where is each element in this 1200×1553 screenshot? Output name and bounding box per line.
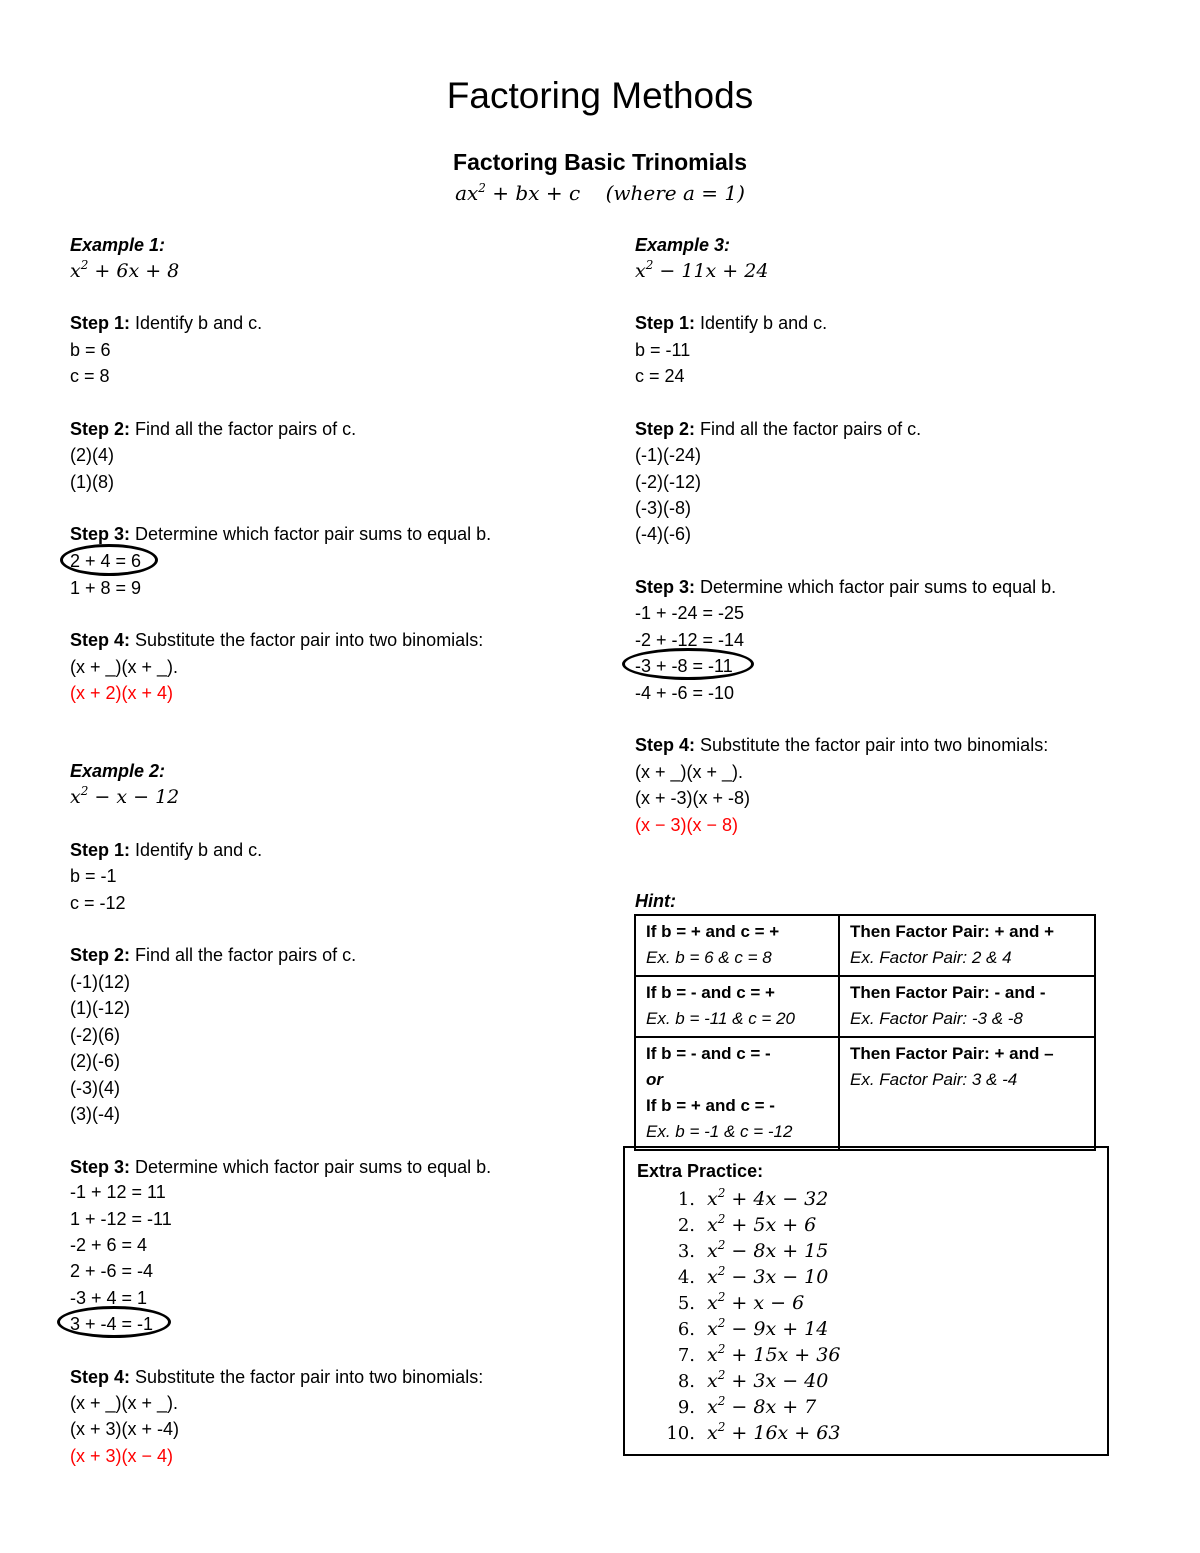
hint-result: Then Factor Pair: - and - Ex. Factor Pair: -3 & -8 bbox=[839, 976, 1095, 1037]
example2-sum: 2 + -6 = -4 bbox=[70, 1261, 154, 1281]
example2-pair: (-2)(6) bbox=[70, 1025, 120, 1045]
example1-pair: (1)(8) bbox=[70, 472, 114, 492]
example2-c-value: c = -12 bbox=[70, 893, 126, 913]
general-form: $ax^2$ + bx + c (where a = 1) bbox=[455, 181, 745, 205]
example3-sum: -1 + -24 = -25 bbox=[635, 603, 745, 623]
example1-label: Example 1: bbox=[70, 235, 166, 255]
example3-c-value: c = 24 bbox=[635, 366, 685, 386]
example1-sum: 1 + 8 = 9 bbox=[70, 578, 142, 598]
example1-answer: (x + 2)(x + 4) bbox=[70, 683, 174, 703]
example3-pair: (-1)(-24) bbox=[635, 445, 701, 465]
example3-sum: -4 + -6 = -10 bbox=[635, 683, 735, 703]
practice-item: 1. $x^2 + 4x - 32$ bbox=[677, 1186, 829, 1210]
hint-condition: If b = - and c = + Ex. b = -11 & c = 20 bbox=[635, 976, 839, 1037]
example3-pair: (-4)(-6) bbox=[635, 524, 691, 544]
example3-step3: Step 3: Determine which factor pair sums to equal b. bbox=[635, 577, 1057, 597]
example2-pair: (2)(-6) bbox=[70, 1051, 120, 1071]
example3-circled-answer bbox=[622, 648, 754, 680]
example3-pair: (-2)(-12) bbox=[635, 472, 701, 492]
example1-expression: $x^2 + 6x + 8$ bbox=[70, 258, 180, 282]
example1-c-value: c = 8 bbox=[70, 366, 110, 386]
example3-b-value: b = -11 bbox=[635, 340, 691, 360]
example1-step3: Step 3: Determine which factor pair sums to equal b. bbox=[70, 524, 492, 544]
example2-pair: (-1)(12) bbox=[70, 972, 131, 992]
example2-step1: Step 1: Identify b and c. bbox=[70, 840, 263, 860]
example2-sum: -2 + 6 = 4 bbox=[70, 1235, 148, 1255]
example3-pair: (-3)(-8) bbox=[635, 498, 691, 518]
example2-step4: Step 4: Substitute the factor pair into two binomials: bbox=[70, 1367, 484, 1387]
example3-step1: Step 1: Identify b and c. bbox=[635, 313, 828, 333]
example2-step3: Step 3: Determine which factor pair sums to equal b. bbox=[70, 1157, 492, 1177]
example2-sum: -3 + 4 = 1 bbox=[70, 1288, 148, 1308]
example3-label: Example 3: bbox=[635, 235, 731, 255]
example1-pair: (2)(4) bbox=[70, 445, 114, 465]
page-title: Factoring Methods bbox=[446, 75, 754, 116]
example3-expression: $x^2 - 11x + 24$ bbox=[635, 258, 769, 282]
hint-row bbox=[635, 915, 1095, 976]
example2-label: Example 2: bbox=[70, 761, 166, 781]
example2-pair: (-3)(4) bbox=[70, 1078, 120, 1098]
example2-template: (x + _)(x + _). bbox=[70, 1393, 179, 1413]
example2-step2: Step 2: Find all the factor pairs of c. bbox=[70, 945, 357, 965]
example3-substituted: (x + -3)(x + -8) bbox=[635, 788, 751, 808]
example3-sum: -2 + -12 = -14 bbox=[635, 630, 745, 650]
example3-template: (x + _)(x + _). bbox=[635, 762, 744, 782]
hint-result: Then Factor Pair: + and – Ex. Factor Pair: 3 & -4 bbox=[839, 1037, 1095, 1150]
example3-sum: -3 + -8 = -11 bbox=[635, 656, 733, 676]
example2-sum: -1 + 12 = 11 bbox=[70, 1182, 166, 1202]
example1-sum: 2 + 4 = 6 bbox=[70, 551, 142, 571]
hint-condition: If b = - and c = - or If b = + and c = - Ex. b = -1 & c = -12 bbox=[635, 1037, 839, 1150]
extra-practice-title: Extra Practice: bbox=[637, 1161, 764, 1181]
practice-item: 6. $x^2 - 9x + 14$ bbox=[677, 1316, 829, 1340]
example2-sum: 1 + -12 = -11 bbox=[70, 1209, 172, 1229]
example2-circled-answer bbox=[57, 1306, 171, 1338]
example3-answer: (x − 3)(x − 8) bbox=[635, 815, 739, 835]
extra-practice-box bbox=[623, 1146, 1109, 1456]
example2-answer: (x + 3)(x − 4) bbox=[70, 1446, 174, 1466]
practice-list bbox=[661, 1186, 840, 1446]
hint-result: Then Factor Pair: + and + Ex. Factor Pair: 2 & 4 bbox=[839, 915, 1095, 976]
practice-item: 9. $x^2 - 8x + 7$ bbox=[677, 1394, 817, 1418]
example3-step2: Step 2: Find all the factor pairs of c. bbox=[635, 419, 922, 439]
example2-substituted: (x + 3)(x + -4) bbox=[70, 1419, 180, 1439]
practice-item: 8. $x^2 + 3x - 40$ bbox=[677, 1368, 829, 1392]
example1-step4: Step 4: Substitute the factor pair into two binomials: bbox=[70, 630, 484, 650]
example1-step1: Step 1: Identify b and c. bbox=[70, 313, 263, 333]
hint-table bbox=[634, 914, 1096, 1151]
hint-row bbox=[635, 976, 1095, 1037]
example2-b-value: b = -1 bbox=[70, 866, 117, 886]
example2-pair: (1)(-12) bbox=[70, 998, 131, 1018]
example2-sum: 3 + -4 = -1 bbox=[70, 1314, 154, 1334]
practice-item: 3. $x^2 - 8x + 15$ bbox=[677, 1238, 829, 1262]
practice-item: 4. $x^2 - 3x - 10$ bbox=[677, 1264, 829, 1288]
example1-b-value: b = 6 bbox=[70, 340, 111, 360]
practice-item: 5. $x^2 + x - 6$ bbox=[677, 1290, 805, 1314]
example1-template: (x + _)(x + _). bbox=[70, 657, 179, 677]
example1-step2: Step 2: Find all the factor pairs of c. bbox=[70, 419, 357, 439]
example1-circled-answer bbox=[60, 544, 158, 576]
hint-label: Hint: bbox=[635, 891, 676, 911]
practice-item: 7. $x^2 + 15x + 36$ bbox=[677, 1342, 841, 1366]
example3-step4: Step 4: Substitute the factor pair into two binomials: bbox=[635, 735, 1049, 755]
example2-expression: $x^2 - x - 12$ bbox=[70, 784, 180, 808]
section-subtitle: Factoring Basic Trinomials bbox=[453, 149, 747, 175]
practice-item: 10. $x^2 + 16x + 63$ bbox=[666, 1420, 841, 1444]
hint-row bbox=[635, 1037, 1095, 1150]
practice-item: 2. $x^2 + 5x + 6$ bbox=[677, 1212, 817, 1236]
example2-pair: (3)(-4) bbox=[70, 1104, 120, 1124]
hint-condition: If b = + and c = + Ex. b = 6 & c = 8 bbox=[635, 915, 839, 976]
